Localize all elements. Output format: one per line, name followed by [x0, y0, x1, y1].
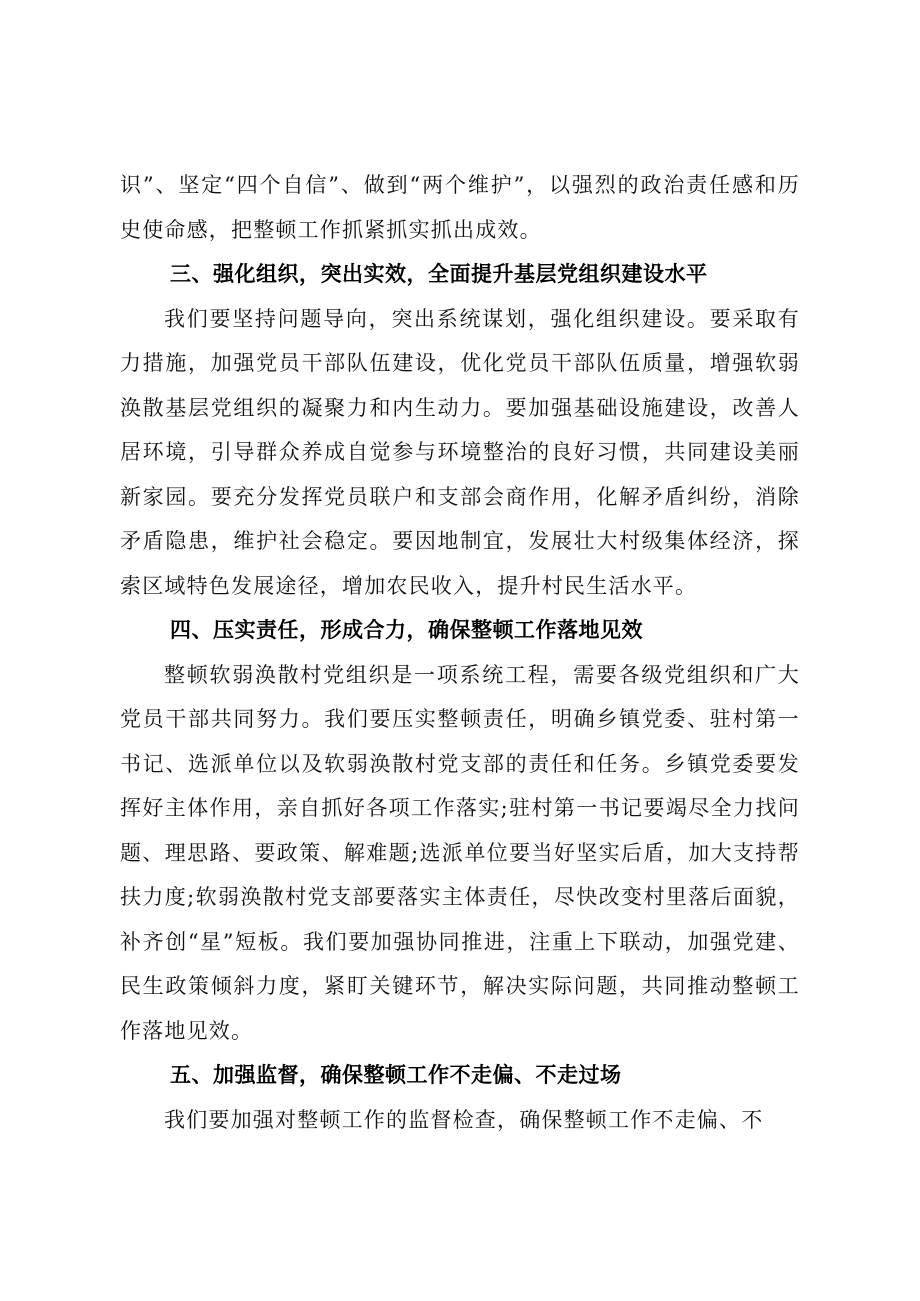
- paragraph-section-5: 我们要加强对整顿工作的监督检查，确保整顿工作不走偏、不: [164, 1107, 764, 1132]
- section-heading-4: 四、压实责任，形成合力，确保整顿工作落地见效: [170, 618, 643, 642]
- section-heading-3: 三、强化组织，突出实效，全面提升基层党组织建设水平: [170, 262, 708, 286]
- paragraph-section-4: 整顿软弱涣散村党组织是一项系统工程，需要各级党组织和广大党员干部共同努力。我们要压实整顿责任，明确乡镇党委、驻村第一书记、选派单位以及软弱涣散村党支部的责任和任务。乡镇党委要发挥好主体作用，亲自抓好各项工作落实;驻村第一书记要竭尽全力找问题、理思路、要政策、解难题;选派单位要当好坚实后盾，加大支持帮扶力度;软弱涣散村党支部要落实主体责任，尽快改变村里落后面貌，补齐创“星”短板。我们要加强协同推进，注重上下联动，加强党建、民生政策倾斜力度，紧盯关键环节，解决实际问题，共同推动整顿工作落地见效。: [120, 662, 800, 1043]
- section-heading-5: 五、加强监督，确保整顿工作不走偏、不走过场: [170, 1063, 622, 1087]
- paragraph-section-3: 我们要坚持问题导向，突出系统谋划，强化组织建设。要采取有力措施，加强党员干部队伍建设，优化党员干部队伍质量，增强软弱涣散基层党组织的凝聚力和内生动力。要加强基础设施建设，改善人居环境，引导群众养成自觉参与环境整治的良好习惯，共同建设美丽新家园。要充分发挥党员联户和支部会商作用，化解矛盾纠纷，消除矛盾隐患，维护社会稳定。要因地制宜，发展壮大村级集体经济，探索区域特色发展途径，增加农民收入，提升村民生活水平。: [120, 306, 800, 598]
- paragraph-continuation: 识”、坚定“四个自信”、做到“两个维护”，以强烈的政治责任感和历史使命感，把整顿工作抓紧抓实抓出成效。: [120, 173, 800, 242]
- document-body: [120, 163, 800, 1142]
